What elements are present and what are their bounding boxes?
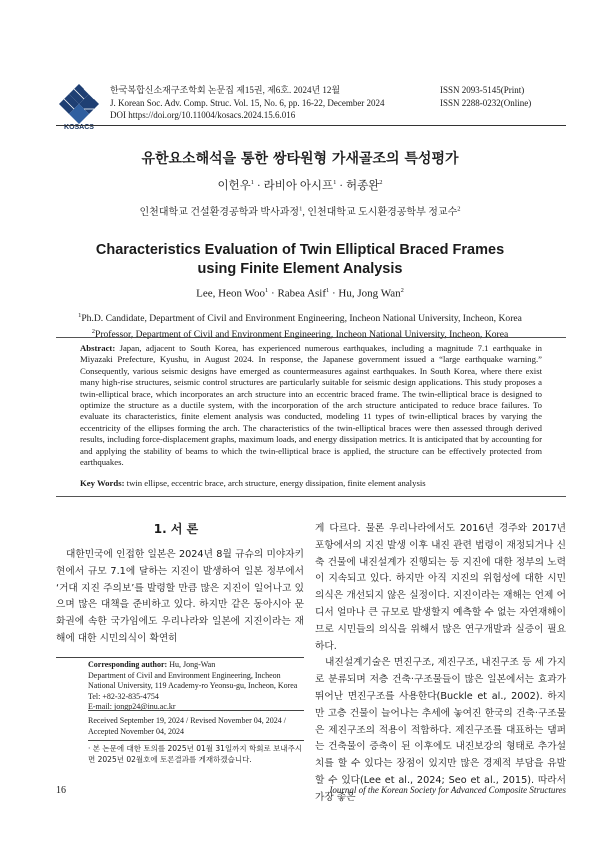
abstract-label: Abstract: bbox=[80, 343, 116, 353]
aff-kr-1-mark: 1 bbox=[299, 205, 303, 213]
title-en-line-2: using Finite Element Analysis bbox=[197, 261, 403, 277]
title-en-line-1: Characteristics Evaluation of Twin Elliptical Braced Frames bbox=[95, 242, 505, 258]
author-kr-1: 이헌우 bbox=[217, 180, 251, 192]
abstract-text: Japan, adjacent to South Korea, has experienced numerous earthquakes, including a magnitude 7.1 earthquake in Miyazaki Prefecture, Kyushu, in August 2024. In response, the Japanese government issued a “large earthquake warning.” Consequently, various seismic designs have emerged as countermeasures against earthquakes. In South Korea, where there exist many high-rise structures, seismic control structures are particularly suitable for seismic design applications. This study proposes a twin-elliptical brace, which incorporates an arch structure into an eccentric braced frame. The twin-elliptical brace is designed to optimize the structure as a ductile system, with the incorporation of the arch structure anticipated to reduce brace failures. To evaluate its characteristics, finite element analysis was conducted, modeling 11 types of twin-elliptical braces by varying the eccentricity of the ellipses forming the arch. The characteristics of the twin-elliptical braces were then assessed through derived results, including force-displacement graphs, maximum loads, and energy dissipation metrics. It is anticipated that by accounting for and applying the stability of beams to which the twin-elliptical brace is applied, the structure can be effectively protected from earthquakes. bbox=[80, 343, 542, 468]
submission-dates bbox=[88, 716, 306, 737]
footnote-divider bbox=[56, 657, 304, 658]
logo-text: KOSACS bbox=[64, 124, 94, 131]
aff-kr-2: , 인천대학교 도시환경공학부 정교수 bbox=[302, 207, 458, 218]
body-column-left bbox=[56, 547, 304, 648]
note-divider bbox=[88, 740, 304, 741]
aff-en-2 bbox=[40, 325, 560, 341]
authors-korean bbox=[50, 177, 550, 193]
authors-english bbox=[50, 287, 550, 300]
title-english bbox=[40, 241, 560, 279]
keywords bbox=[80, 478, 542, 488]
header-line-1: 한국복합신소재구조학회 논문집 제15권, 제6호. 2024년 12월 bbox=[110, 85, 341, 95]
aff-en-2-text: Professor, Department of Civil and Environment Engineering, Incheon National University, Incheon, Korea bbox=[94, 329, 509, 341]
corr-heading bbox=[88, 660, 306, 671]
page-number: 16 bbox=[56, 785, 66, 796]
author-kr-3: · 허종완 bbox=[336, 180, 380, 192]
corr-email[interactable]: E-mail: jongp24@inu.ac.kr bbox=[88, 702, 176, 711]
body-column-right bbox=[315, 521, 566, 807]
issn-block bbox=[440, 84, 570, 109]
author-en-2-mark: 1 bbox=[326, 287, 330, 294]
doi-link[interactable]: DOI https://doi.org/10.11004/kosacs.2024.15.6.016 bbox=[110, 110, 296, 120]
aff-kr-1: 인천대학교 건설환경공학과 박사과정 bbox=[139, 207, 300, 218]
abstract bbox=[80, 343, 542, 468]
paragraph: 내진설계기술은 면진구조, 제진구조, 내진구조 등 세 가지로 분류되며 저층 건축·구조물들이 많은 일본에서는 효과가 뛰어난 면진구조를 사용한다(Buckle et al., 2002). 하지만 고층 건물이 늘어나는 추세에 놓여진 한국의 건축·구조물은 제진구조의 적용이 적합하다. 제진구조를 대표하는 댐퍼는 건축물이 증축이 된 이후에도 내진보강의 형태로 추가설치를 할 수 있다는 장점이 있지만 많은 경제적 부담을 유발할 수 있다(Lee et al., 2024; Seo et al., 2015). 따라서 가장 좋은 bbox=[315, 657, 566, 803]
corr-phone: Tel: +82-32-835-4754 bbox=[88, 691, 159, 701]
aff-en-1-mark: 1 bbox=[78, 312, 82, 319]
author-en-1: Lee, Heon Woo bbox=[196, 287, 266, 300]
corresponding-author bbox=[88, 660, 306, 713]
journal-header bbox=[110, 84, 440, 122]
affiliation-korean bbox=[40, 203, 560, 218]
aff-en-1-text: Ph.D. Candidate, Department of Civil and Environment Engineering, Incheon National University, Incheon, Korea bbox=[81, 313, 522, 325]
keywords-text: twin ellipse, eccentric brace, arch structure, energy dissipation, finite element analysis bbox=[126, 478, 426, 488]
paragraph: 대한민국에 인접한 일본은 2024년 8월 규슈의 미야자키현에서 규모 7.1에 달하는 지진이 발생하여 일본 정부에서 ‘거대 지진 주의보’를 발령할 만큼 많은 지진이 일어나고 있으며 많은 대책을 준비하고 있다. 하지만 같은 동아시아 문화권에 속한 국가임에도 우리나라와 일본에 지진이라는 재해에 대한 시민의식이 확연히 bbox=[56, 549, 304, 644]
author-en-3: · Hu, Jong Wan bbox=[329, 287, 401, 300]
title-korean: 유한요소해석을 통한 쌍타원형 가새골조의 특성평가 bbox=[141, 151, 459, 167]
author-kr-2-mark: 1 bbox=[333, 179, 337, 187]
issn-print: ISSN 2093-5145(Print) bbox=[440, 85, 525, 95]
aff-en-2-mark: 2 bbox=[91, 328, 95, 336]
author-en-1-mark: 1 bbox=[265, 287, 269, 294]
issn-online: ISSN 2288-0232(Online) bbox=[440, 97, 532, 108]
header-line-2: J. Korean Soc. Adv. Comp. Struc. Vol. 15, No. 6, pp. 16-22, December 2024 bbox=[110, 97, 385, 108]
corr-label: Corresponding author: bbox=[88, 660, 168, 669]
keywords-divider bbox=[56, 496, 566, 497]
aff-kr-2-mark: 2 bbox=[457, 205, 461, 213]
discussion-note: · 본 논문에 대한 토의를 2025년 01월 31일까지 학회로 보내주시면 2025년 02월호에 토론결과를 게재하겠습니다. bbox=[88, 744, 303, 764]
author-en-3-mark: 2 bbox=[400, 287, 404, 294]
aff-en-1 bbox=[40, 309, 560, 325]
dates-line-1: Received September 19, 2024 / Revised November 04, 2024 / bbox=[88, 716, 286, 725]
header-divider bbox=[56, 125, 566, 126]
section-heading-introduction: 1. 서 론 bbox=[153, 522, 199, 536]
author-kr-3-mark: 2 bbox=[379, 179, 383, 187]
dates-divider bbox=[88, 710, 304, 711]
abstract-top-divider bbox=[56, 337, 566, 338]
author-kr-2: · 라비아 아시프 bbox=[254, 180, 334, 192]
corr-line: National University, 119 Academy-ro Yeonsu-gu, Incheon, Korea bbox=[88, 681, 298, 690]
kosacs-logo bbox=[58, 82, 100, 124]
journal-name-footer: Journal of the Korean Society for Advanced Composite Structures bbox=[328, 785, 566, 795]
corr-name: Hu, Jong-Wan bbox=[169, 660, 216, 669]
dates-line-2: Accepted November 04, 2024 bbox=[88, 726, 184, 736]
author-kr-1-mark: 1 bbox=[250, 179, 255, 187]
corr-line: Department of Civil and Environment Engineering, Incheon bbox=[88, 670, 281, 680]
author-en-2: · Rabea Asif bbox=[268, 287, 327, 300]
keywords-label: Key Words: bbox=[80, 478, 125, 488]
paragraph: 게 다르다. 물론 우리나라에서도 2016년 경주와 2017년 포항에서의 지진 발생 이후 내진 관련 법령이 재정되거나 신축 건물에 내진설계가 진행되는 등 지진에 대한 정부의 노력이 지속되고 있다. 하지만 아직 지진의 위험성에 대한 시민의식은 개선되지 않은 실정이다. 지진이라는 재해는 언제 어디서 얼마나 큰 규모로 발생할지 예측할 수 없는 자연재해이므로 시민들의 의식을 위해서 많은 연구개발과 실증이 필요하다. bbox=[315, 523, 566, 652]
